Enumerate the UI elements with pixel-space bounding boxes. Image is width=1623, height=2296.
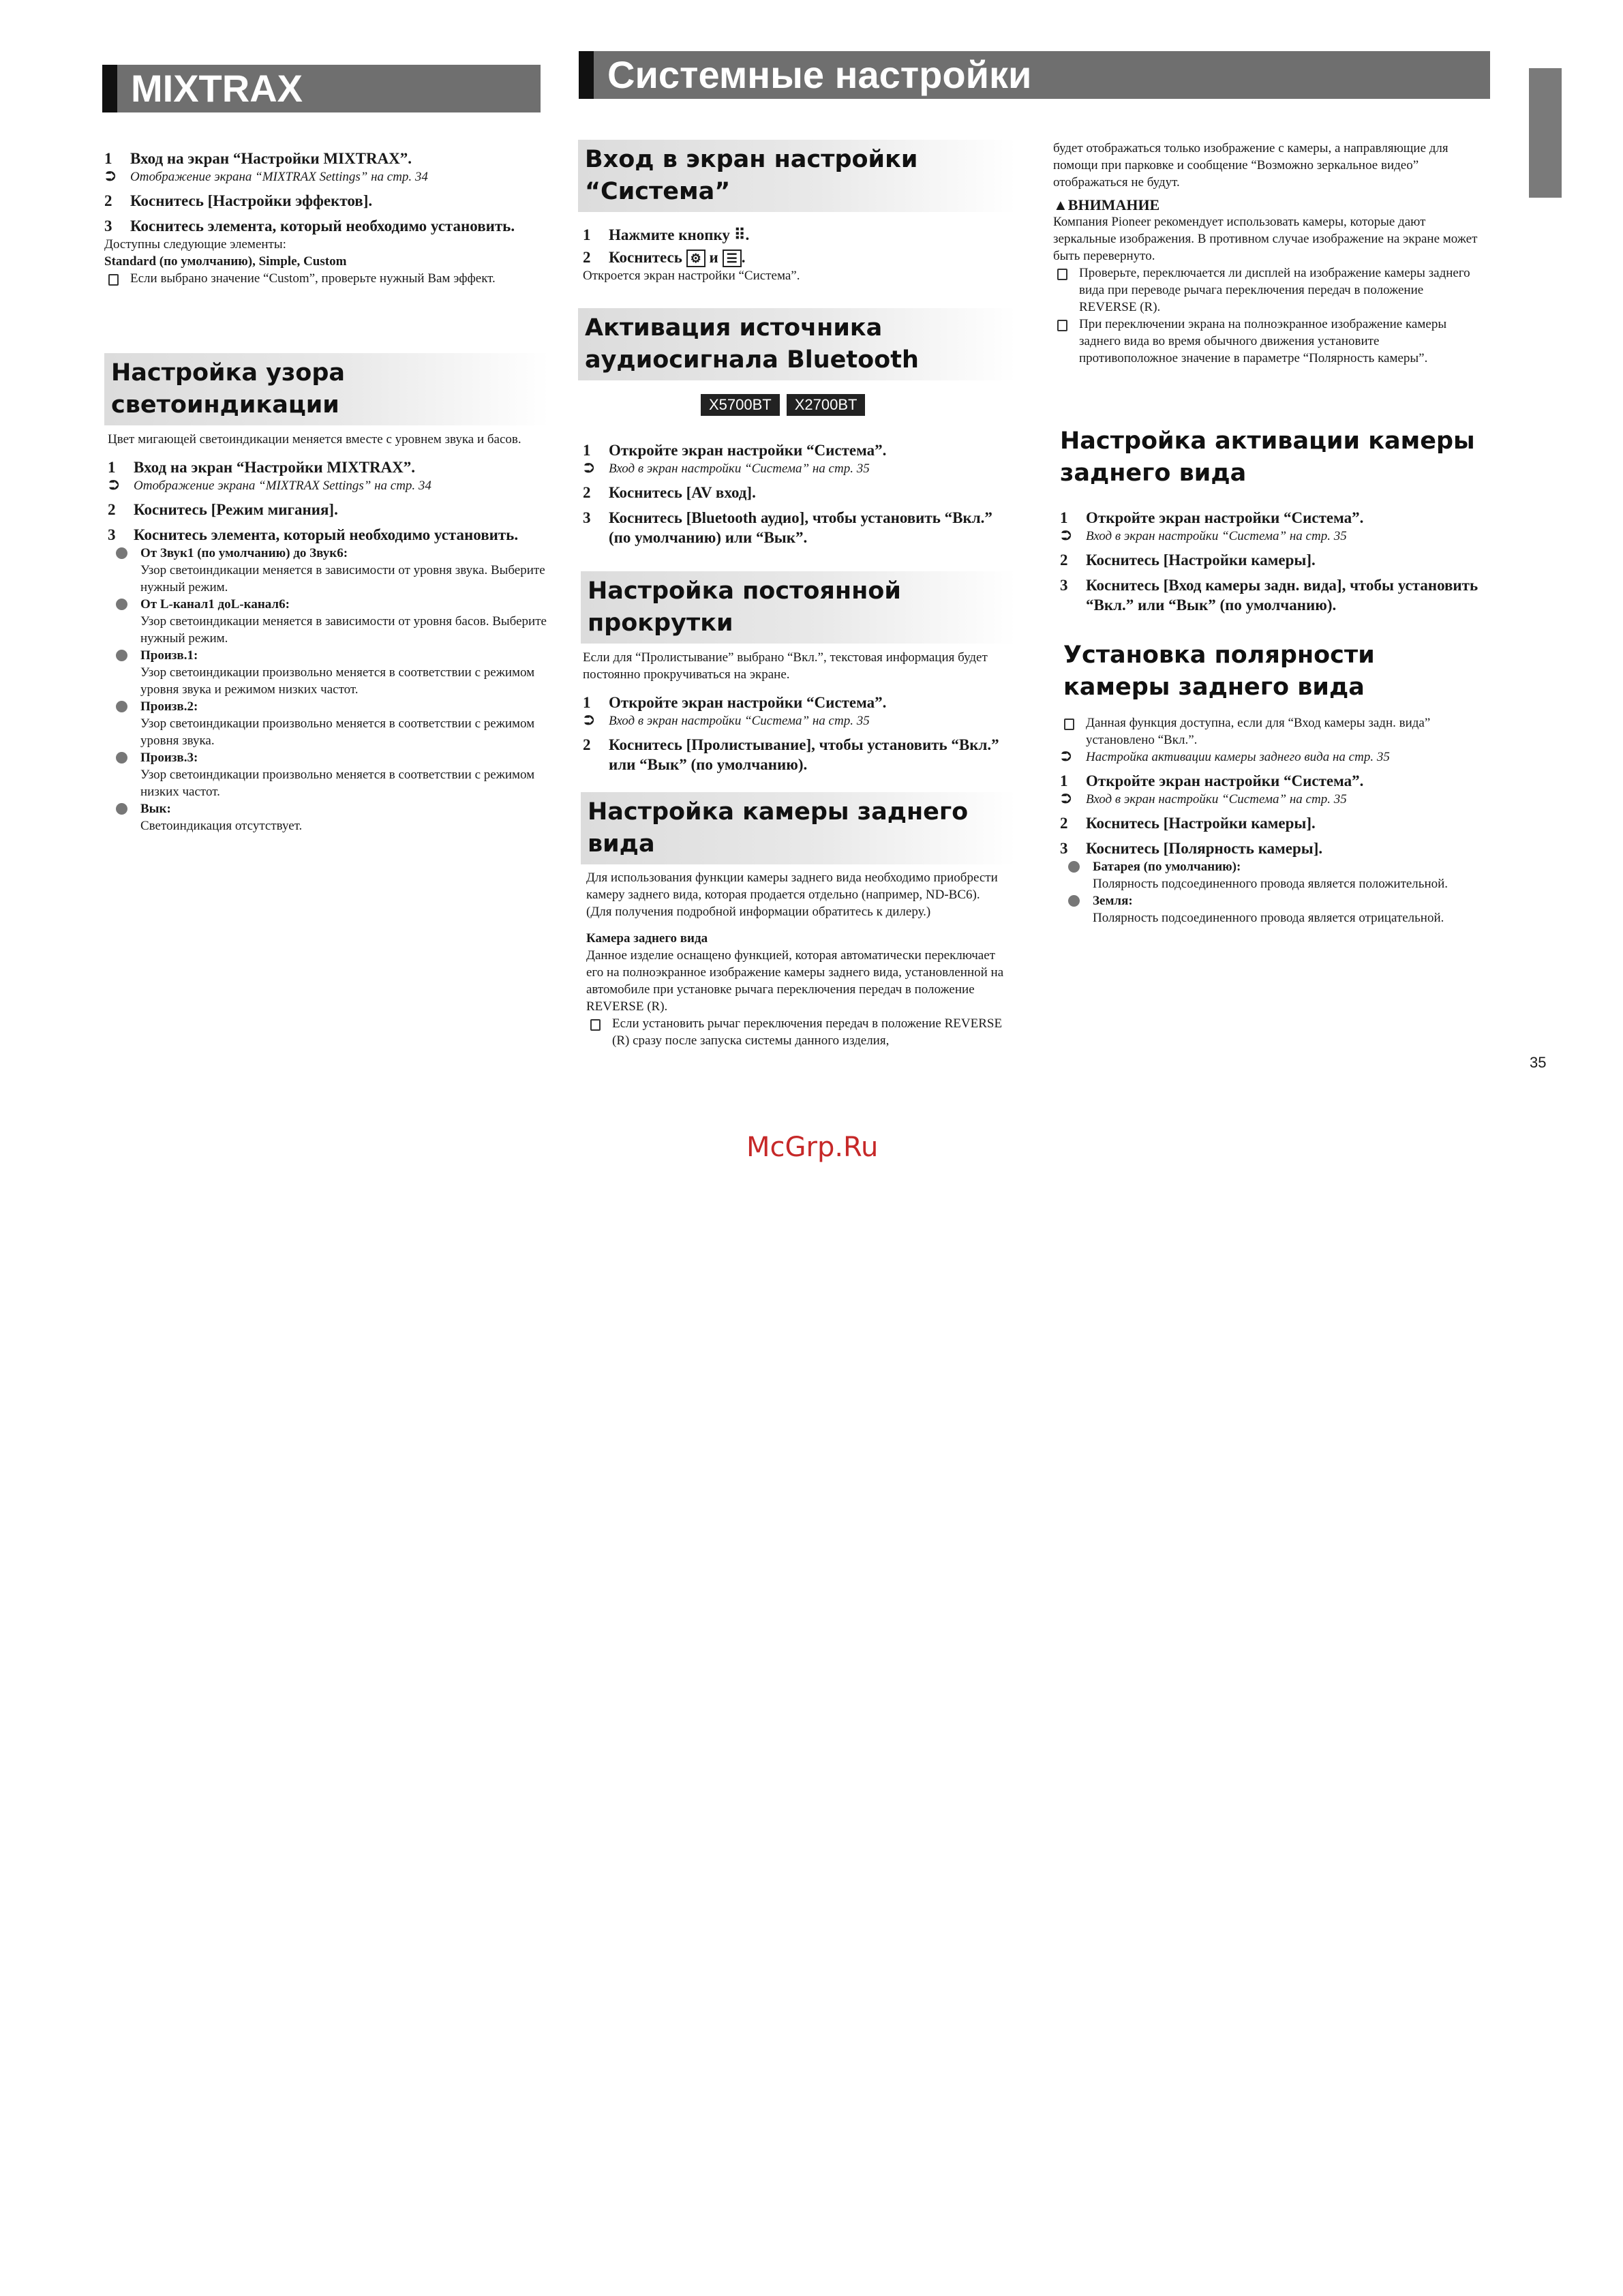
bullet-icon (1068, 895, 1080, 907)
step: 3 Коснитесь [Вход камеры задн. вида], чтобы установить “Вкл.” или “Вык” (по умолчанию). (1060, 577, 1478, 614)
watermark: McGrp.Ru (746, 1132, 879, 1163)
option-desc: Полярность подсоединенного провода является положительной. (1093, 877, 1448, 891)
option-desc: Узор светоиндикации меняется в зависимости от уровня басов. Выберите нужный режим. (140, 614, 547, 646)
model-badge: X2700BT (787, 394, 866, 416)
model-badge: X5700BT (701, 394, 780, 416)
left-column (104, 149, 554, 287)
option: От L-канал1 доL-канал6: (108, 596, 551, 613)
note-icon (108, 274, 119, 286)
system-header-title: Системные настройки (607, 53, 1032, 96)
step: 1 Откройте экран настройки “Система”. (1060, 772, 1364, 789)
step: 3 Коснитесь [Bluetooth аудио], чтобы установить “Вкл.” (по умолчанию) или “Вык”. (583, 509, 992, 546)
note: Проверьте, переключается ли дисплей на изображение камеры заднего вида при переводе рычага переключения передач в положение REVERSE (R). (1053, 265, 1479, 316)
step: 1 Откройте экран настройки “Система”. (583, 442, 887, 459)
note: Если установить рычаг переключения передач в положение REVERSE (R) сразу после запуска системы данного изделия, (586, 1015, 1005, 1049)
middle-block-4 (586, 869, 1005, 1049)
section-title-rear-camera: Настройка камеры заднего вида (581, 792, 1016, 864)
section-title-camera-activation: Настройка активации камеры заднего вида (1053, 421, 1491, 494)
step: 2 Коснитесь [AV вход]. (583, 484, 756, 501)
option-desc: Узор светоиндикации произвольно меняется в соответствии с режимом низких частот. (140, 768, 535, 799)
settings-key-icon: ⚙ (686, 250, 706, 267)
note-icon (1057, 320, 1067, 331)
page-number: 35 (1530, 1054, 1547, 1071)
intro-text: Цвет мигающей светоиндикации меняется вместе с уровнем звука и басов. (108, 432, 521, 447)
step: 2 Коснитесь [Режим мигания]. (108, 501, 338, 518)
step: 1 Вход на экран “Настройки MIXTRAX”. (108, 459, 416, 476)
step: 1 Откройте экран настройки “Система”. (1060, 509, 1364, 526)
right-block-3 (1060, 714, 1479, 926)
note: Данная функция доступна, если для “Вход камеры задн. вида” установлено “Вкл.”. (1060, 714, 1479, 749)
option: Земля: (1060, 892, 1479, 909)
continued-text: будет отображаться только изображение с камеры, а направляющие для помощи при парковке и сообщение “Возможно зеркальное видео” отображаться не будут. (1053, 141, 1448, 190)
bullet-icon (116, 547, 127, 559)
page-reference: ⮊ Настройка активации камеры заднего вида на стр. 35 (1061, 750, 1390, 764)
bullet-icon (116, 650, 127, 661)
option: Произв.3: (108, 749, 551, 766)
right-block-2 (1060, 508, 1479, 615)
section-title-scroll: Настройка постоянной прокрутки (581, 571, 1016, 644)
step: 1 Нажмите кнопку ⠿. (583, 226, 750, 243)
page-reference: ⮊ Вход в экран настройки “Система” на стр. 35 (584, 714, 870, 728)
step: 2 Коснитесь [Настройки эффектов]. (104, 192, 373, 209)
step: 1 Откройте экран настройки “Система”. (583, 694, 887, 711)
available-label: Доступны следующие элементы: (104, 237, 286, 252)
warning-title: ▲ВНИМАНИЕ (1053, 196, 1160, 213)
system-key-icon: ☰ (723, 250, 742, 267)
step: 2 Коснитесь ⚙ и ☰ . (583, 249, 746, 266)
custom-note: Если выбрано значение “Custom”, проверьте нужный Вам эффект. (104, 270, 554, 287)
section-title-light-pattern: Настройка узора светоиндикации (104, 353, 549, 425)
middle-block-2 (583, 440, 1005, 547)
body-text: Данное изделие оснащено функцией, которая автоматически переключает его на полноэкранное изображение камеры заднего вида, установленной на автомобиле при установке рычага переключения передач в положение REVERSE (R). (586, 948, 1004, 1014)
section-title-bluetooth-audio: Активация источника аудиосигнала Bluetooth (578, 308, 1016, 380)
step: 2 Коснитесь [Настройки камеры]. (1060, 815, 1316, 832)
bullet-icon (116, 701, 127, 712)
middle-block-1 (583, 225, 1005, 284)
step: 2 Коснитесь [Пролистывание], чтобы установить “Вкл.” или “Вык” (по умолчанию). (583, 736, 999, 773)
header-accent (102, 65, 117, 112)
subheading: Камера заднего вида (586, 931, 708, 946)
step: 3 Коснитесь элемента, который необходимо установить. (108, 526, 519, 543)
option-desc: Полярность подсоединенного провода является отрицательной. (1093, 911, 1444, 925)
option: От Звук1 (по умолчанию) до Звук6: (108, 545, 551, 562)
header-accent (579, 51, 594, 99)
section-title-camera-polarity: Установка полярности камеры заднего вида (1057, 635, 1491, 708)
grid-icon: ⠿ (733, 226, 746, 243)
intro-text: Если для “Пролистывание” выбрано “Вкл.”, текстовая информация будет постоянно прокручиваться на экране. (583, 650, 988, 682)
step-result: Откроется экран настройки “Система”. (583, 269, 800, 283)
option-desc: Узор светоиндикации меняется в зависимости от уровня звука. Выберите нужный режим. (140, 563, 545, 594)
note-icon (1064, 719, 1074, 730)
warning-icon: ▲ (1053, 196, 1068, 213)
left-column-2 (108, 431, 551, 834)
right-block-1 (1053, 140, 1479, 367)
option: Вык: (108, 800, 551, 817)
page-reference: ⮊ Вход в экран настройки “Система” на стр. 35 (1061, 792, 1347, 806)
step: 2 Коснитесь [Настройки камеры]. (1060, 552, 1316, 569)
intro-text: Для использования функции камеры заднего вида необходимо приобрести камеру заднего вида, которая продается отдельно (например, ND-BC6). (Для получения подробной информации обратитесь к дилеру.) (586, 871, 998, 919)
warning-text: Компания Pioneer рекомендует использовать камеры, которые дают зеркальные изображения. В противном случае изображение на экране может быть перевернуто. (1053, 215, 1478, 263)
option: Произв.1: (108, 647, 551, 664)
section-title-enter-system: Вход в экран настройки “Система” (578, 140, 1016, 212)
note: При переключении экрана на полноэкранное изображение камеры заднего вида во время обычного движения установите противоположное значение в параметре “Полярность камеры”. (1053, 316, 1479, 367)
bullet-icon (1068, 861, 1080, 873)
bullet-icon (116, 803, 127, 815)
note-icon (1057, 269, 1067, 280)
note-icon (590, 1019, 601, 1031)
model-badges (701, 394, 872, 416)
mixtrax-header-bar (102, 65, 541, 112)
page-reference: ⮊ Вход в экран настройки “Система” на стр. 35 (1061, 529, 1347, 543)
step: 3 Коснитесь [Полярность камеры]. (1060, 840, 1323, 857)
option-desc: Узор светоиндикации произвольно меняется в соответствии с режимом уровня звука и режимом низких частот. (140, 665, 535, 697)
option: Произв.2: (108, 698, 551, 715)
option-desc: Узор светоиндикации произвольно меняется в соответствии с режимом уровня звука. (140, 716, 535, 748)
middle-block-3 (583, 649, 1005, 774)
page-reference: ⮊ Отображение экрана “MIXTRAX Settings” на стр. 34 (106, 170, 428, 184)
option: Батарея (по умолчанию): (1060, 858, 1479, 875)
system-header-bar (579, 51, 1490, 99)
bullet-icon (116, 752, 127, 764)
mixtrax-header-title: MIXTRAX (131, 67, 303, 110)
option-desc: Светоиндикация отсутствует. (140, 819, 303, 833)
page-reference: ⮊ Отображение экрана “MIXTRAX Settings” на стр. 34 (109, 479, 431, 493)
step: 3 Коснитесь элемента, который необходимо установить. (104, 217, 515, 235)
bullet-icon (116, 599, 127, 610)
edge-tab (1529, 68, 1562, 198)
available-values: Standard (по умолчанию), Simple, Custom (104, 254, 347, 269)
step: 1 Вход на экран “Настройки MIXTRAX”. (104, 150, 412, 167)
page-reference: ⮊ Вход в экран настройки “Система” на стр. 35 (584, 462, 870, 476)
